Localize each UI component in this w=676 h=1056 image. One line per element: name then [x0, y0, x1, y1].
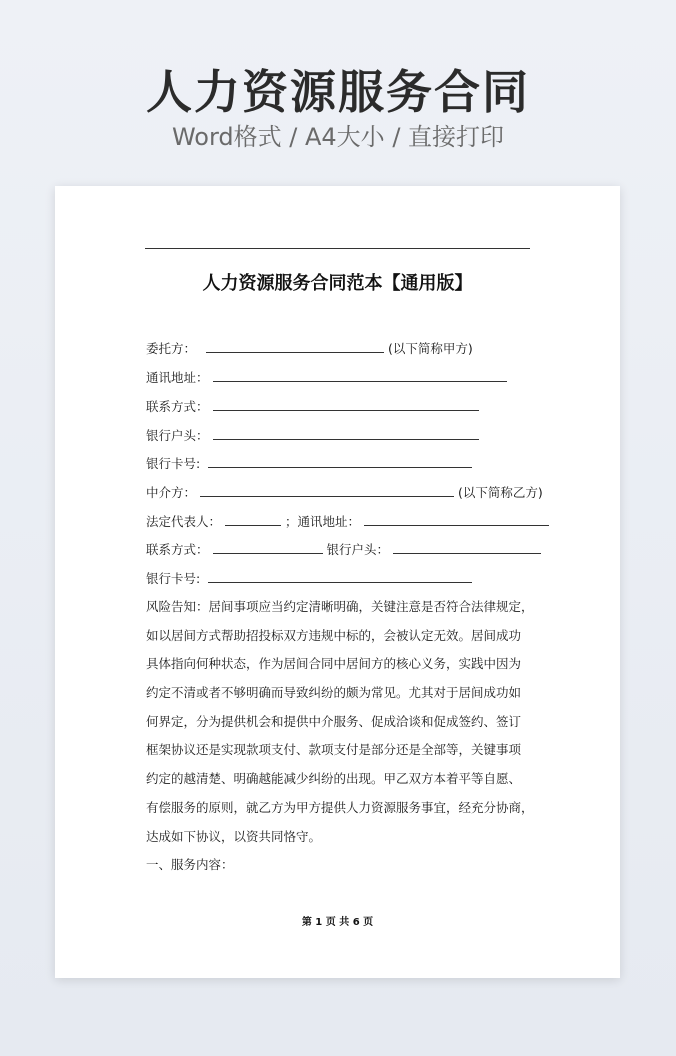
agent-bank-label: 银行户头： — [326, 542, 389, 557]
page-number: 第 1 页 共 6 页 — [301, 917, 374, 928]
client-card-label: 银行卡号: — [146, 456, 201, 471]
agent-card-line — [146, 569, 472, 588]
risk-notice-line: 达成如下协议，以资共同恪守。 — [146, 828, 322, 844]
risk-notice-line: 风险告知：居间事项应当约定清晰明确，关键注意是否符合法律规定， — [146, 599, 534, 614]
risk-notice-line: 具体指向何种状态，作为居间合同中居间方的核心义务，实践中因为 — [146, 656, 522, 672]
client-contact-blank[interactable] — [213, 397, 479, 411]
client-suffix: (以下简称甲方) — [387, 341, 473, 356]
client-contact-label: 联系方式： — [146, 399, 209, 414]
top-rule — [145, 248, 530, 249]
agent-card-label: 银行卡号: — [146, 571, 201, 586]
agent-line — [146, 483, 543, 502]
client-card-blank[interactable] — [208, 454, 472, 468]
agent-address-label: ；通讯地址： — [284, 514, 360, 529]
agent-suffix: (以下简称乙方) — [457, 485, 543, 500]
document-title: 人力资源服务合同范本【通用版】 — [202, 273, 473, 294]
client-address-label: 通讯地址： — [146, 370, 209, 385]
risk-notice-line: 约定不清或者不够明确而导致纠纷的颇为常见。尤其对于居间成功如 — [146, 685, 522, 701]
client-blank[interactable] — [206, 339, 384, 353]
agent-contact-line — [146, 540, 541, 559]
agent-blank[interactable] — [200, 483, 454, 497]
client-address-line — [146, 368, 507, 387]
client-bank-blank[interactable] — [213, 426, 479, 440]
page-subtitle: Word格式 / A4大小 / 直接打印 — [171, 123, 505, 151]
document-page — [55, 186, 620, 978]
risk-notice-line: 有偿服务的原则，就乙方为甲方提供人力资源服务事宜，经充分协商， — [146, 799, 534, 815]
client-bank-line — [146, 426, 479, 445]
agent-address-blank[interactable] — [364, 512, 549, 526]
agent-card-blank[interactable] — [208, 569, 472, 583]
risk-notice-line: 何界定，分为提供机会和提供中介服务、促成洽谈和促成签约、签订 — [146, 713, 522, 729]
client-line — [146, 339, 473, 358]
risk-notice-line: 如以居间方式帮助招投标双方违规中标的，会被认定无效。居间成功 — [146, 627, 522, 643]
legal-rep-label: 法定代表人： — [146, 514, 222, 529]
agent-contact-label: 联系方式： — [146, 542, 209, 557]
section-heading: 一、服务内容： — [146, 857, 234, 872]
client-card-line — [146, 454, 472, 473]
client-bank-label: 银行户头： — [146, 428, 209, 443]
client-label: 委托方： — [146, 341, 197, 356]
risk-notice-line: 框架协议还是实现款项支付、款项支付是部分还是全部等，关键事项 — [146, 742, 522, 758]
page-title: 人力资源服务合同 — [146, 65, 530, 119]
client-address-blank[interactable] — [213, 368, 507, 382]
agent-contact-blank[interactable] — [213, 540, 323, 554]
legal-rep-blank[interactable] — [225, 512, 281, 526]
client-contact-line — [146, 397, 479, 416]
risk-notice-paragraph — [146, 598, 534, 856]
agent-bank-blank[interactable] — [393, 540, 541, 554]
risk-notice-line: 约定的越清楚、明确越能减少纠纷的出现。甲乙双方本着平等自愿、 — [146, 771, 522, 787]
legal-rep-line — [146, 512, 549, 531]
agent-label: 中介方： — [146, 485, 197, 500]
